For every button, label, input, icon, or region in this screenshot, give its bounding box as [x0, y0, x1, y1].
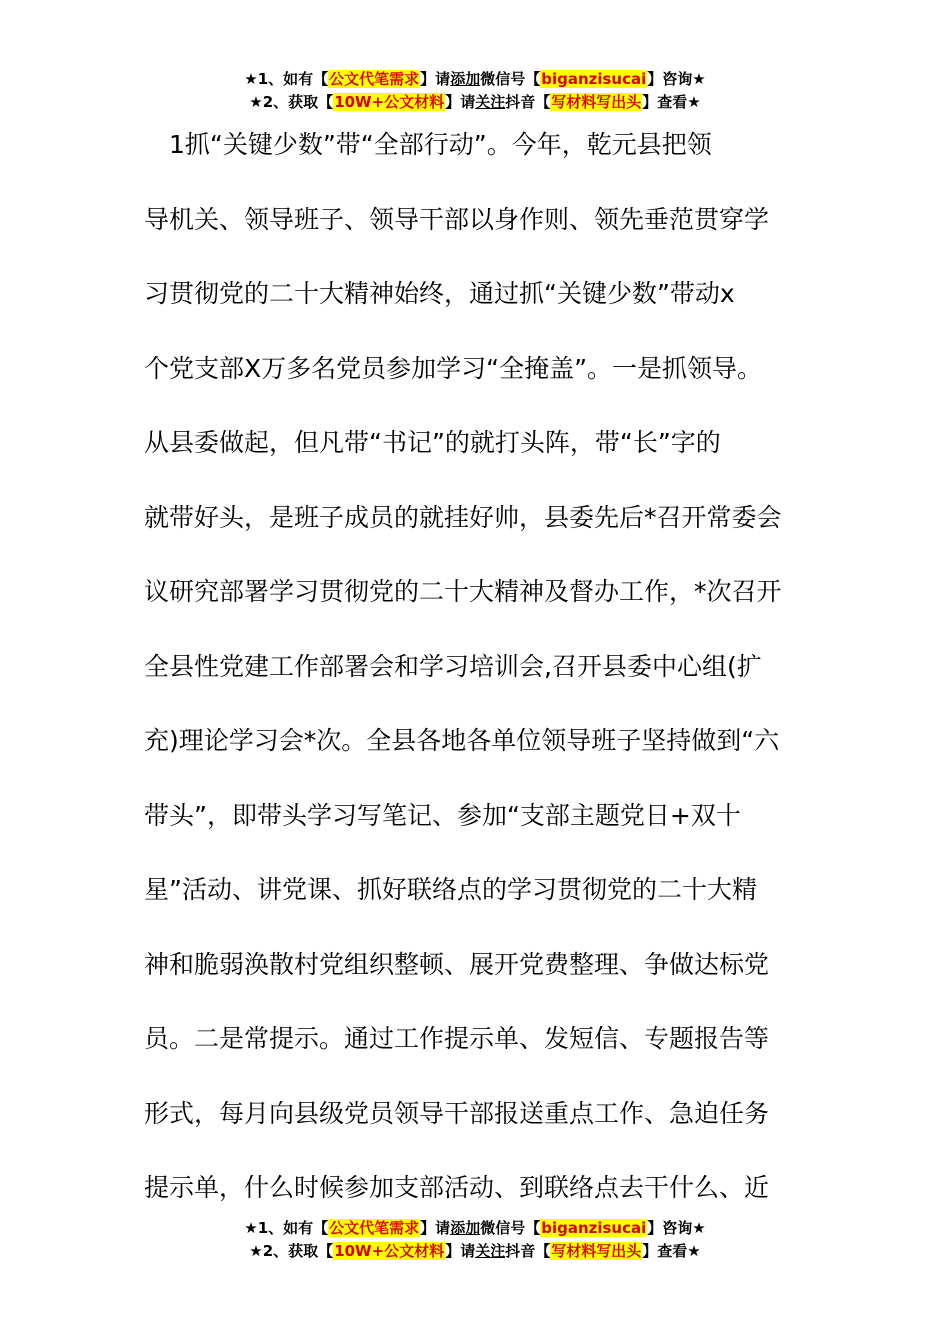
banner-text: 】请 [445, 1242, 476, 1260]
document-body [144, 124, 814, 1242]
service-highlight: 公文代笔需求 [329, 1219, 420, 1237]
banner-text: 】请 [420, 70, 451, 88]
header-banner [0, 68, 950, 114]
service-highlight: 公文代笔需求 [329, 70, 420, 88]
body-line: 1抓“关键少数”带“全部行动”。今年，乾元县把领 [144, 130, 712, 159]
body-line: 议研究部署学习贯彻党的二十大精神及督办工作，*次召开 [144, 577, 782, 606]
body-line: 员。二是常提示。通过工作提示单、发短信、专题报告等 [144, 1024, 770, 1053]
banner-text: ★2、获取【 [249, 93, 334, 111]
banner-text: ★1、如有【 [244, 70, 329, 88]
banner-line-2 [0, 91, 950, 114]
body-line: 星”活动、讲党课、抓好联络点的学习贯彻党的二十大精 [144, 875, 757, 904]
body-line: 形式，每月向县级党员领导干部报送重点工作、急迫任务 [144, 1098, 770, 1128]
banner-line-2 [0, 1240, 950, 1263]
body-line: 就带好头，是班子成员的就挂好帅，县委先后*召开常委会 [144, 502, 782, 532]
banner-underlined-text: 添加 [450, 1219, 481, 1237]
body-line: 从县委做起，但凡带“书记”的就打头阵，带“长”字的 [144, 428, 721, 457]
material-highlight: 10W+公文材料 [334, 1242, 445, 1260]
banner-text: 】请 [420, 1219, 451, 1237]
banner-text: 】查看★ [642, 93, 701, 111]
banner-text: ★2、获取【 [249, 1242, 334, 1260]
banner-underlined-text: 添加 [450, 70, 481, 88]
body-line: 导机关、领导班子、领导干部以身作则、领先垂范贯穿学 [144, 204, 770, 234]
body-line: 神和脆弱涣散村党组织整顿、展开党费整理、争做达标党 [144, 949, 770, 979]
wechat-id-highlight: biganzisucai [541, 1219, 647, 1237]
body-line: 充)理论学习会*次。全县各地各单位领导班子坚持做到“六 [144, 726, 780, 755]
banner-underlined-text: 关注 [475, 1242, 506, 1260]
douyin-account-highlight: 写材料写出头 [551, 93, 642, 111]
banner-line-1 [0, 68, 950, 91]
material-highlight: 10W+公文材料 [334, 93, 445, 111]
body-line: 带头”，即带头学习写笔记、参加“支部主题党日+双十 [144, 800, 741, 830]
banner-text: 微信号【 [480, 70, 541, 88]
banner-text: 抖音【 [505, 1242, 551, 1260]
wechat-id-highlight: biganzisucai [541, 70, 647, 88]
body-line: 提示单，什么时候参加支部活动、到联络点去干什么、近 [144, 1173, 770, 1202]
body-line: 个党支部X万多名党员参加学习“全掩盖”。一是抓领导。 [144, 353, 763, 383]
banner-text: 抖音【 [505, 93, 551, 111]
banner-text: ★1、如有【 [244, 1219, 329, 1237]
douyin-account-highlight: 写材料写出头 [551, 1242, 642, 1260]
body-line: 全县性党建工作部署会和学习培训会,召开县委中心组(扩 [144, 651, 762, 681]
banner-text: 】请 [445, 93, 476, 111]
banner-text: 】咨询★ [647, 1219, 706, 1237]
body-line: 习贯彻党的二十大精神始终，通过抓“关键少数”带动x [144, 279, 735, 308]
banner-text: 】查看★ [642, 1242, 701, 1260]
banner-line-1 [0, 1217, 950, 1240]
banner-underlined-text: 关注 [475, 93, 506, 111]
banner-text: 微信号【 [480, 1219, 541, 1237]
footer-banner [0, 1217, 950, 1263]
banner-text: 】咨询★ [647, 70, 706, 88]
